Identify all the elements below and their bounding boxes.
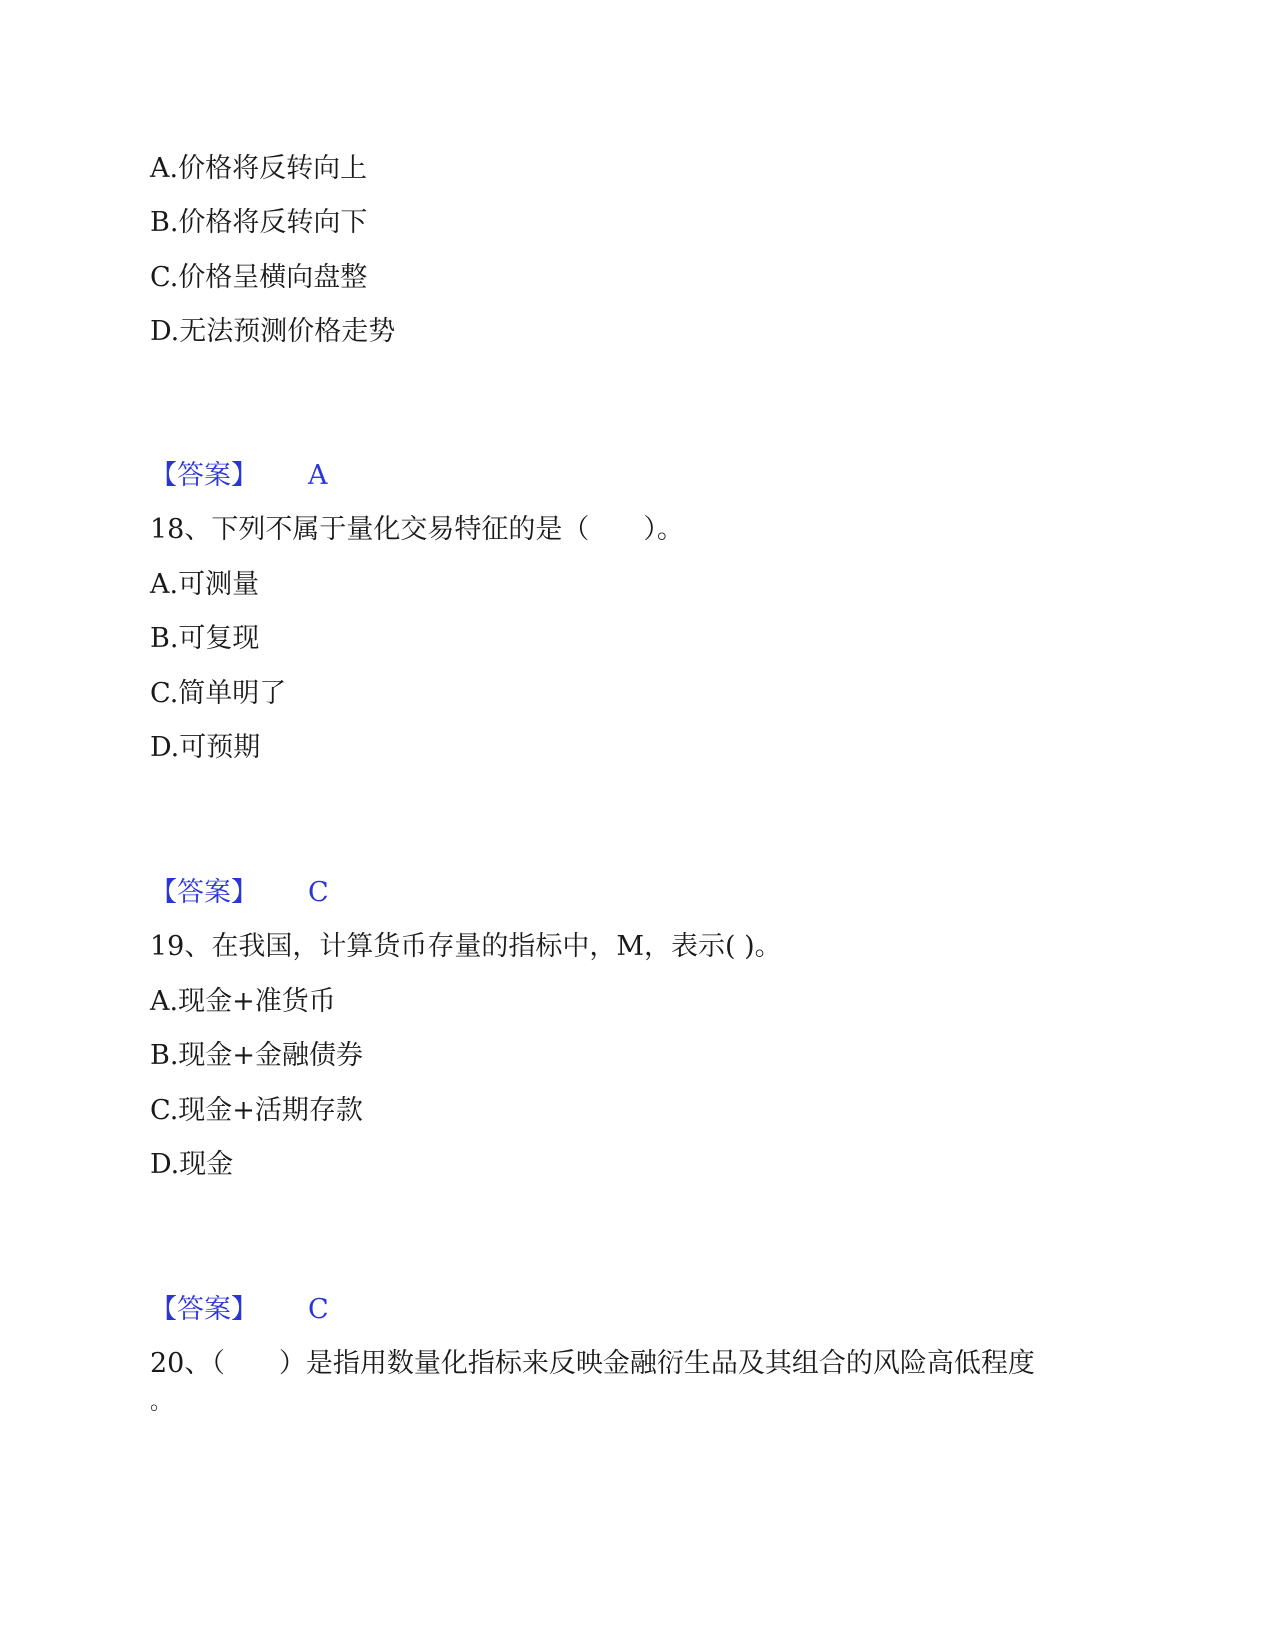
- q19-option-b: B.现金+金融债券: [150, 1040, 364, 1071]
- q19-answer-row: [150, 1293, 329, 1327]
- option-c: C.价格呈横向盘整: [150, 262, 368, 293]
- answer-label: 【答案】: [150, 460, 258, 491]
- q18-option-b: B.可复现: [150, 623, 260, 654]
- option-a: A.价格将反转向上: [150, 153, 368, 184]
- option-b: B.价格将反转向下: [150, 207, 368, 238]
- question-20-continuation: 。: [150, 1390, 173, 1415]
- q19-answer-value: C: [308, 1294, 329, 1325]
- q19-answer-label: 【答案】: [150, 1294, 258, 1325]
- question-18: 18、下列不属于量化交易特征的是（ ）。: [150, 514, 684, 545]
- q18-option-a: A.可测量: [150, 569, 260, 600]
- q19-option-c: C.现金+活期存款: [150, 1095, 363, 1126]
- answer-row: [150, 459, 328, 493]
- q19-option-a: A.现金+准货币: [150, 986, 336, 1017]
- question-20: 20、（ ）是指用数量化指标来反映金融衍生品及其组合的风险高低程度: [150, 1348, 1035, 1379]
- q18-option-d: D.可预期: [150, 732, 261, 763]
- q18-answer-label: 【答案】: [150, 877, 258, 908]
- q19-option-d: D.现金: [150, 1149, 234, 1180]
- answer-value: A: [308, 460, 328, 491]
- q18-option-c: C.简单明了: [150, 678, 287, 709]
- option-d: D.无法预测价格走势: [150, 316, 396, 347]
- q18-answer-value: C: [308, 877, 329, 908]
- question-19: 19、在我国，计算货币存量的指标中，M，表示( )。: [150, 931, 782, 962]
- q18-answer-row: [150, 876, 329, 910]
